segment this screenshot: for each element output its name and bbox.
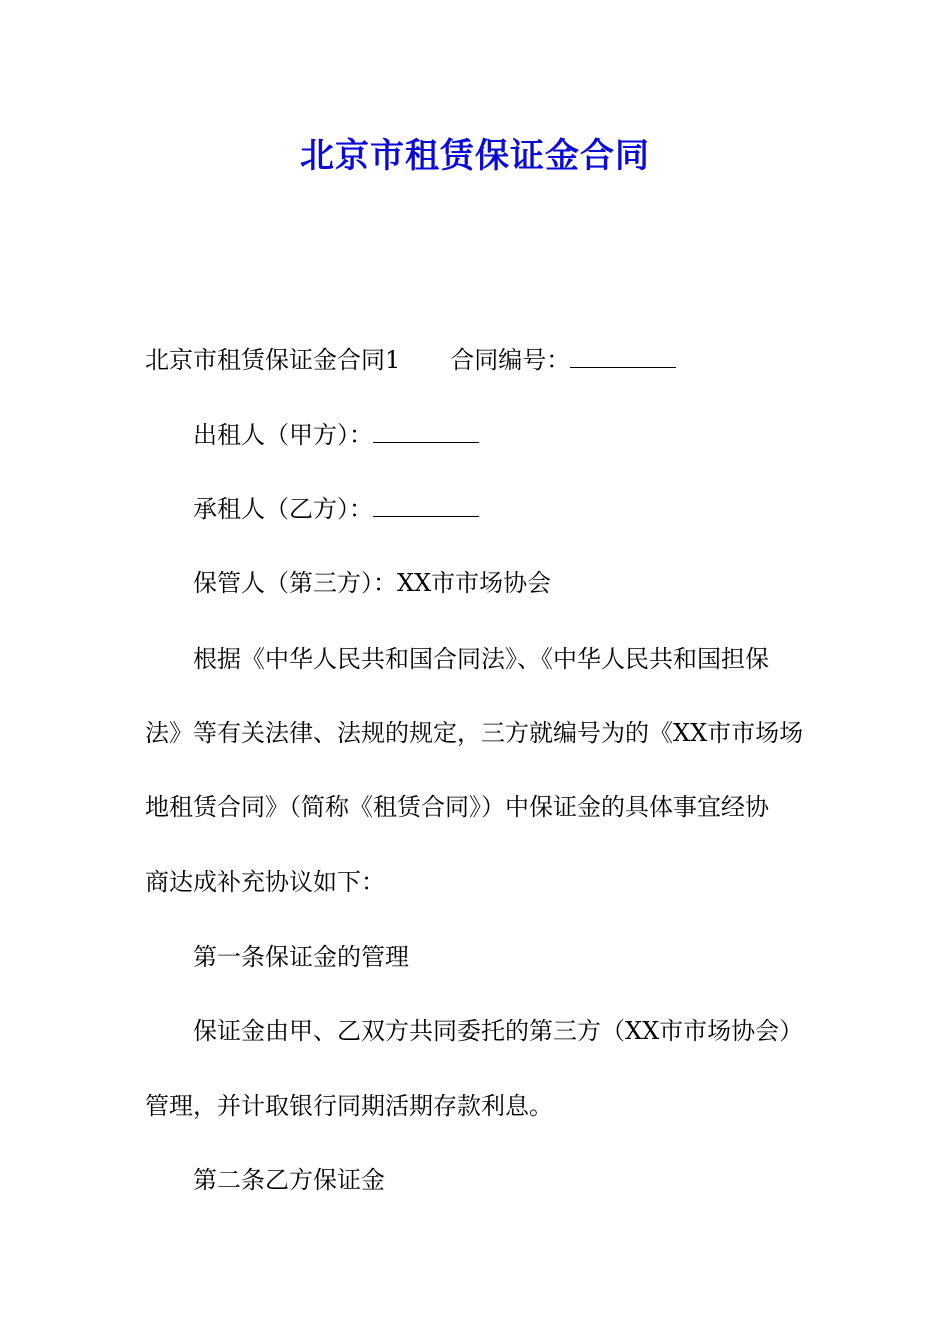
paragraph-2-line-1: 保证金由甲、乙双方共同委托的第三方（XX市市场协会） <box>193 1017 804 1045</box>
paragraph-1-line-3: 地租赁合同》（简称《租赁合同》）中保证金的具体事宜经协 <box>145 793 769 821</box>
contract-name: 北京市租赁保证金合同1 <box>145 346 401 374</box>
lessor-line <box>193 420 479 450</box>
lessor-blank <box>373 422 479 443</box>
paragraph-1-line-2: 法》等有关法律、法规的规定，三方就编号为的《XX市市场场 <box>145 719 804 747</box>
lessee-blank <box>373 496 479 517</box>
contract-heading-line <box>145 345 676 375</box>
paragraph-1-line-4: 商达成补充协议如下： <box>145 868 385 896</box>
paragraph-2-line-2: 管理，并计取银行同期活期存款利息。 <box>145 1092 553 1120</box>
lessor-label: 出租人（甲方）： <box>193 421 373 449</box>
paragraph-1-line-1: 根据《中华人民共和国合同法》、《中华人民共和国担保 <box>193 645 769 673</box>
contract-no-blank <box>570 347 676 368</box>
contract-no-label: 合同编号： <box>450 346 571 374</box>
custodian-line: 保管人（第三方）：XX市市场协会 <box>193 569 552 597</box>
lessee-line <box>193 494 479 524</box>
article-2-title: 第二条乙方保证金 <box>193 1166 385 1194</box>
lessee-label: 承租人（乙方）： <box>193 495 373 523</box>
document-title: 北京市租赁保证金合同 <box>300 136 650 176</box>
article-1-title: 第一条保证金的管理 <box>193 943 409 971</box>
